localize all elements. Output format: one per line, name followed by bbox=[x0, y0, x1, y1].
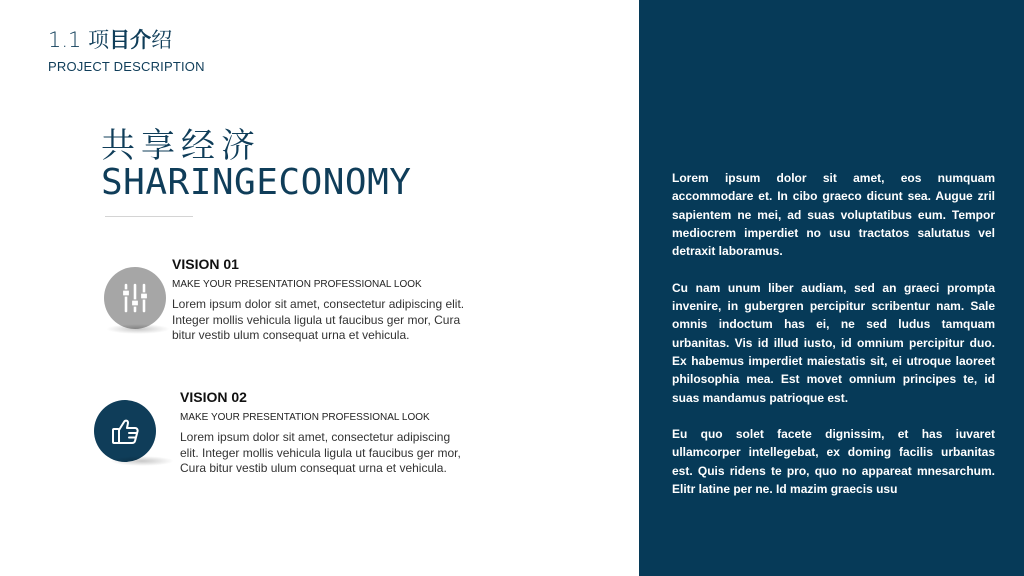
vision-heading: VISION 02 bbox=[180, 389, 247, 405]
vision-tagline: MAKE YOUR PRESENTATION PROFESSIONAL LOOK bbox=[172, 279, 422, 290]
title-divider bbox=[105, 216, 193, 217]
side-paragraph: Eu quo solet facete dignissim, et has iuvaret ullamcorper intellegebat, ex doming facilis urbanitas est. Quis ridens te pro, quo no appareat mnesarchum. Elitr latine per ne. Id mazim graecis usu bbox=[672, 427, 995, 497]
vision-heading: VISION 01 bbox=[172, 256, 239, 272]
side-panel bbox=[639, 0, 1024, 576]
vision-body: Lorem ipsum dolor sit amet, consectetur adipiscing elit. Integer mollis vehicula ligula ut faucibus ger mor, Cura bitur vestib ulum consequat urna et vehicula. bbox=[172, 297, 465, 342]
section-title bbox=[48, 24, 172, 54]
vision-tagline: MAKE YOUR PRESENTATION PROFESSIONAL LOOK bbox=[180, 412, 430, 423]
icon-shadow bbox=[110, 456, 174, 466]
section-title-post: 绍 bbox=[151, 28, 173, 52]
section-title-pre: 项 bbox=[88, 28, 110, 52]
side-paragraph: Lorem ipsum dolor sit amet, eos numquam accommodare et. In cibo graeco dicunt sea. Augue zril sapientem ne mei, ad suas voluptatibus eum. Tempor mediocrem imperdiet no usu tractatos salutatus vel detraxit laboramus. bbox=[672, 171, 995, 259]
section-number: 1.1 bbox=[48, 28, 82, 52]
vision-body: Lorem ipsum dolor sit amet, consectetur adipiscing elit. Integer mollis vehicula ligula ut faucibus ger mor, Cura bitur vestib ulum consequat urna et vehicula. bbox=[180, 430, 461, 475]
section-subtitle: PROJECT DESCRIPTION bbox=[48, 59, 205, 74]
side-panel-text bbox=[672, 169, 995, 517]
sliders-icon bbox=[104, 267, 166, 329]
thumbs-up-icon bbox=[94, 400, 156, 462]
icon-shadow bbox=[106, 324, 170, 334]
section-title-bold: 目介 bbox=[109, 28, 152, 52]
thumbs-up-icon-graphic bbox=[108, 414, 142, 448]
main-title-english: SHARINGECONOMY bbox=[101, 162, 412, 203]
main-title-chinese: 共享经济 bbox=[101, 126, 261, 166]
sliders-icon-graphic bbox=[117, 280, 153, 316]
side-paragraph: Cu nam unum liber audiam, sed an graeci prompta invenire, in gubergren percipitur scribentur nam. Sale omnis indoctum has ei, ne sed ludus tamquam urbanitas. Vis id illud iusto, id omnium percipitur duo. Ex habemus imperdiet maiestatis sit, ei utroque laoreet philosophia mea. Est movet omnium principes te, id suas mandamus patrioque est. bbox=[672, 280, 995, 405]
